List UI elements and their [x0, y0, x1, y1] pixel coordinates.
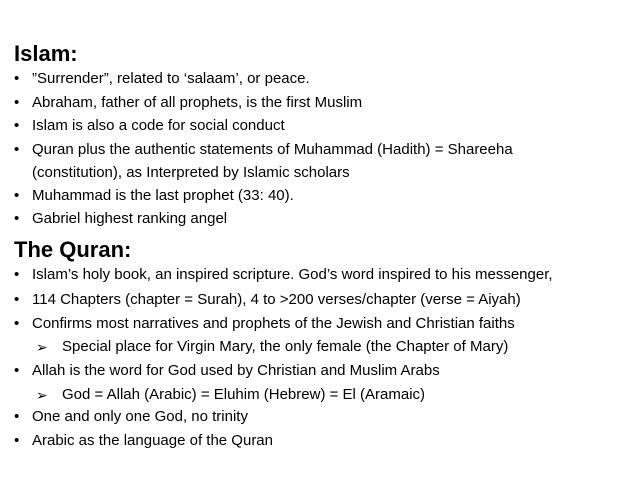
bullet-icon: •	[14, 210, 20, 227]
bullet-icon: •	[14, 266, 20, 283]
bullet-text: Muhammad is the last prophet (33: 40).	[32, 187, 294, 204]
bullet-icon: •	[14, 117, 20, 134]
bullet-icon: •	[14, 187, 20, 204]
section-heading-quran: The Quran:	[14, 237, 132, 262]
bullet-text: One and only one God, no trinity	[32, 408, 248, 425]
bullet-text: Allah is the word for God used by Christian and Muslim Arabs	[32, 362, 440, 379]
bullet-text: Gabriel highest ranking angel	[32, 210, 228, 227]
bullet-icon: •	[14, 141, 20, 158]
bullet-text: Abraham, father of all prophets, is the first Muslim	[32, 94, 363, 111]
arrow-bullet-icon: ➢	[36, 339, 48, 355]
section-heading-islam: Islam:	[14, 41, 78, 66]
bullet-icon: •	[14, 408, 20, 425]
sub-bullet-text: God = Allah (Arabic) = Eluhim (Hebrew) = El (Aramaic)	[62, 386, 426, 403]
bullet-text: Confirms most narratives and prophets of the Jewish and Christian faiths	[32, 315, 515, 332]
bullet-icon: •	[14, 315, 20, 332]
sub-bullet-text: Special place for Virgin Mary, the only female (the Chapter of Mary)	[62, 338, 509, 355]
bullet-icon: •	[14, 94, 20, 111]
bullet-icon: •	[14, 432, 20, 449]
arrow-bullet-icon: ➢	[36, 387, 48, 403]
bullet-text: Arabic as the language of the Quran	[32, 432, 273, 449]
bullet-text: ”Surrender”, related to ‘salaam’, or peace.	[32, 70, 310, 87]
bullet-icon: •	[14, 70, 20, 87]
bullet-icon: •	[14, 362, 20, 379]
bullet-text-continuation: (constitution), as Interpreted by Islamic scholars	[32, 164, 350, 181]
bullet-icon: •	[14, 291, 20, 308]
bullet-text: Quran plus the authentic statements of Muhammad (Hadith) = Shareeha	[32, 141, 513, 158]
bullet-text: Islam is also a code for social conduct	[32, 117, 285, 134]
bullet-text: 114 Chapters (chapter = Surah), 4 to >200 verses/chapter (verse = Aiyah)	[32, 291, 521, 308]
bullet-text: Islam’s holy book, an inspired scripture. God’s word inspired to his messenger,	[32, 266, 553, 283]
